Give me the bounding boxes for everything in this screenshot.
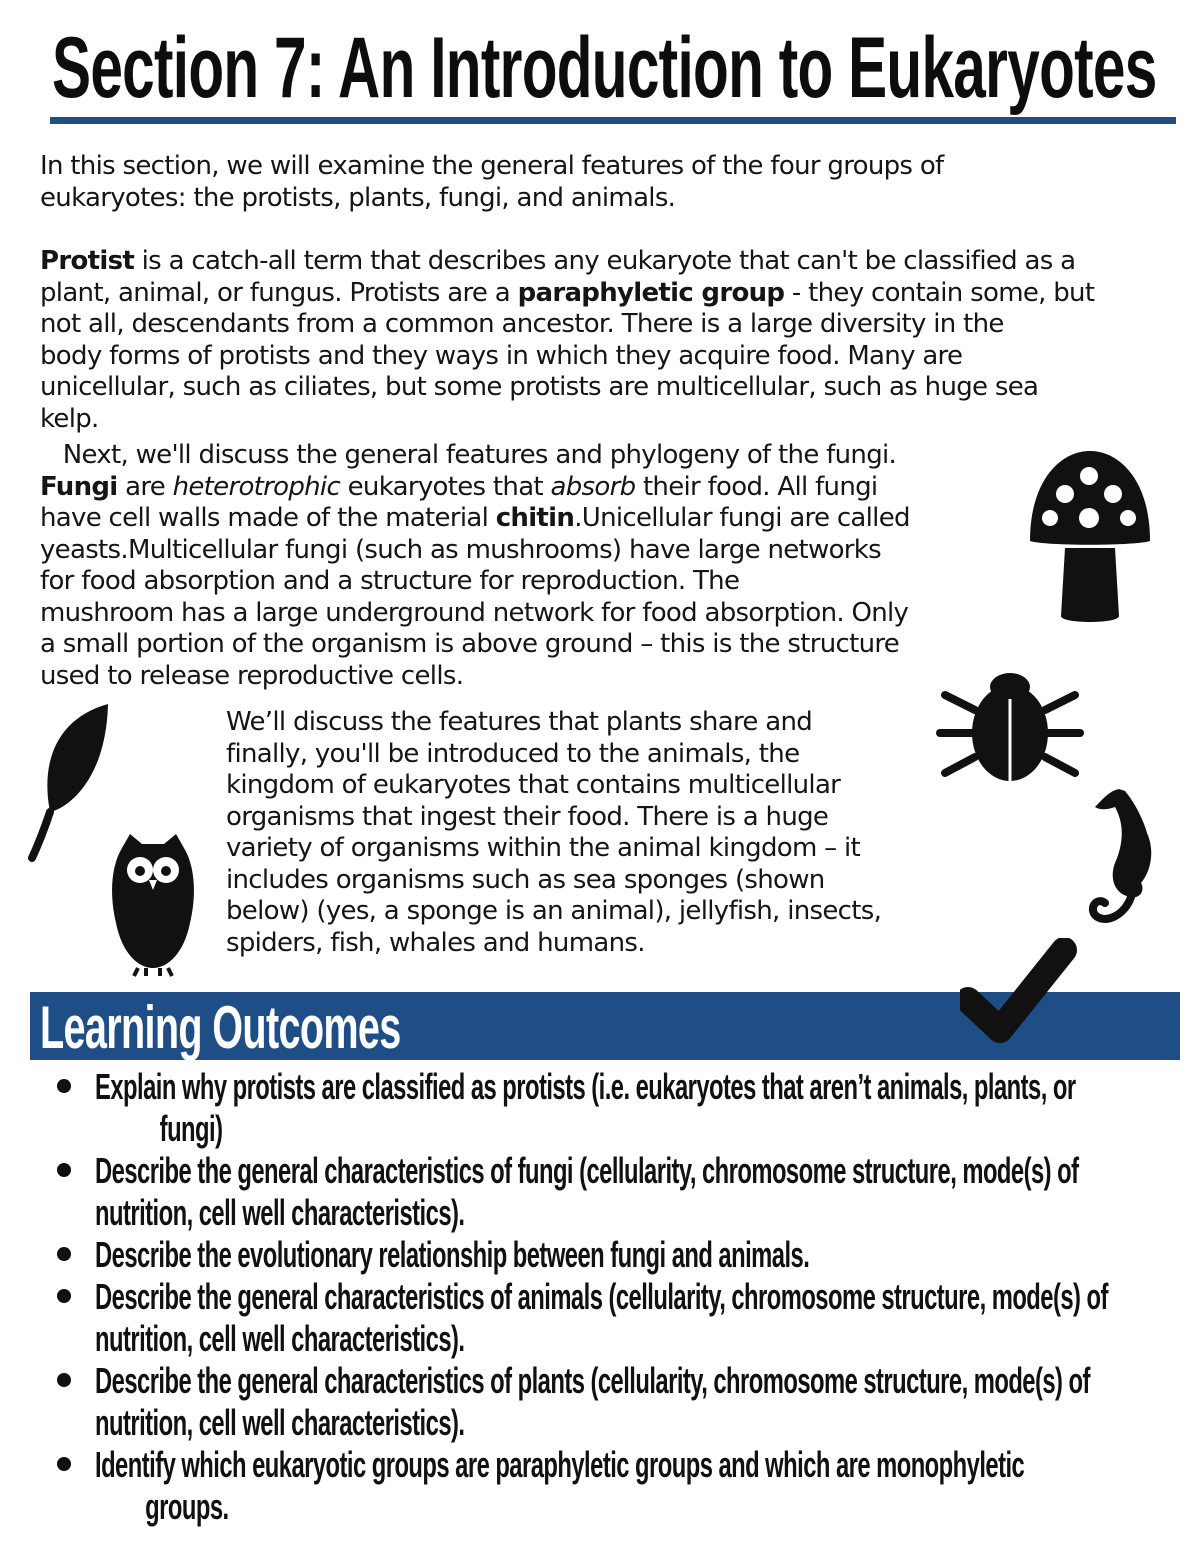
fungi-text: .Unicellular fungi are called [574, 503, 910, 533]
fungi-line: a small portion of the organism is above ground – this is the structure [40, 629, 900, 659]
protist-line: unicellular, such as ciliates, but some protists are multicellular, such as huge sea [40, 372, 1039, 402]
fungi-line [40, 472, 910, 504]
outcome-line: Identify which eukaryotic groups are paraphyletic groups and which are monophyletic [95, 1444, 1025, 1485]
animals-line: variety of organisms within the animal kingdom – it [226, 833, 861, 863]
outcome-line: Explain why protists are classified as protists (i.e. eukaryotes that aren’t animals, plants, or [95, 1066, 1076, 1107]
protist-line: not all, descendants from a common ancestor. There is a large diversity in the [40, 309, 1004, 339]
fungi-term: Fungi [40, 471, 118, 502]
animals-line: finally, you'll be introduced to the animals, the [226, 738, 800, 769]
protist-text: is a catch-all term that describes any eukaryote that can't be classified as a [134, 246, 1076, 276]
fungi-text: eukaryotes that [340, 471, 551, 502]
protist-line: kelp. [40, 403, 99, 434]
protist-term: Protist [40, 246, 135, 276]
fungi-paragraph [40, 440, 910, 692]
intro-line: eukaryotes: the protists, plants, fungi, and animals. [40, 182, 676, 213]
outcome-line: nutrition, cell well characteristics). [95, 1192, 465, 1233]
bullet [57, 1373, 71, 1387]
fungi-line: mushroom has a large underground network for food absorption. Only [40, 597, 909, 628]
protist-line [40, 246, 1094, 278]
protist-text: plant, animal, or fungus. Protists are a [40, 277, 518, 308]
outcome-line: groups. [145, 1486, 229, 1527]
protist-text: - they contain some, but [784, 277, 1095, 308]
outcome-text [95, 1276, 1108, 1360]
owl-icon [108, 828, 198, 978]
animals-line: organisms that ingest their food. There is a huge [226, 801, 829, 832]
bullet [57, 1247, 71, 1261]
outcome-text [95, 1234, 809, 1276]
fungi-text: have cell walls made of the material [40, 503, 496, 533]
seahorse-icon [1085, 785, 1165, 945]
fungi-text: are [117, 471, 173, 502]
protist-paragraph [40, 246, 1094, 435]
chitin-term: chitin [495, 503, 575, 533]
outcome-line: Describe the general characteristics of animals (cellularity, chromosome structure, mode(s) of [95, 1276, 1108, 1317]
bullet [57, 1457, 71, 1471]
protist-line: body forms of protists and they ways in which they acquire food. Many are [40, 340, 963, 371]
bullet [57, 1163, 71, 1177]
absorb-term: absorb [550, 471, 636, 502]
outcome-line: nutrition, cell well characteristics). [95, 1402, 465, 1443]
page-title: Section 7: An Introduction to Eukaryotes [52, 20, 1157, 116]
fungi-line: for food absorption and a structure for reproduction. The [40, 566, 740, 596]
animals-line: We’ll discuss the features that plants share and [226, 707, 813, 737]
fungi-line [40, 503, 910, 535]
leaf-icon [28, 700, 118, 865]
heterotrophic-term: heterotrophic [172, 471, 341, 502]
outcome-line: Describe the evolutionary relationship between fungi and animals. [95, 1234, 810, 1275]
fungi-text: their food. All fungi [635, 471, 878, 502]
fungi-line: Next, we'll discuss the general features and phylogeny of the fungi. [40, 440, 897, 470]
mushroom-icon [1025, 446, 1155, 628]
animals-line: below) (yes, a sponge is an animal), jellyfish, insects, [226, 896, 882, 926]
bullet [57, 1289, 71, 1303]
fungi-line: used to release reproductive cells. [40, 660, 464, 691]
animals-paragraph [226, 707, 881, 959]
paraphyletic-term: paraphyletic group [517, 277, 785, 308]
learning-outcomes-heading: Learning Outcomes [40, 994, 401, 1061]
outcome-text [95, 1066, 1076, 1150]
outcome-text [95, 1150, 1079, 1234]
beetle-icon [935, 665, 1085, 795]
fungi-line: yeasts.Multicellular fungi (such as mushrooms) have large networks [40, 534, 881, 565]
outcome-line: fungi) [159, 1108, 223, 1149]
outcome-line: Describe the general characteristics of plants (cellularity, chromosome structure, mode(s) of [95, 1360, 1090, 1401]
animals-line: includes organisms such as sea sponges (shown [226, 864, 825, 895]
protist-line [40, 278, 1094, 310]
animals-line: kingdom of eukaryotes that contains multicellular [226, 770, 841, 800]
checkmark-icon [960, 938, 1080, 1056]
bullet [57, 1079, 71, 1093]
intro-paragraph [40, 151, 944, 214]
outcome-text [95, 1360, 1090, 1444]
outcome-line: nutrition, cell well characteristics). [95, 1318, 465, 1359]
outcome-line: Describe the general characteristics of fungi (cellularity, chromosome structure, mode(s) of [95, 1150, 1079, 1191]
intro-line: In this section, we will examine the general features of the four groups of [40, 151, 944, 181]
animals-line: spiders, fish, whales and humans. [226, 927, 645, 958]
title-underline [50, 117, 1176, 124]
outcome-text [95, 1444, 1024, 1528]
